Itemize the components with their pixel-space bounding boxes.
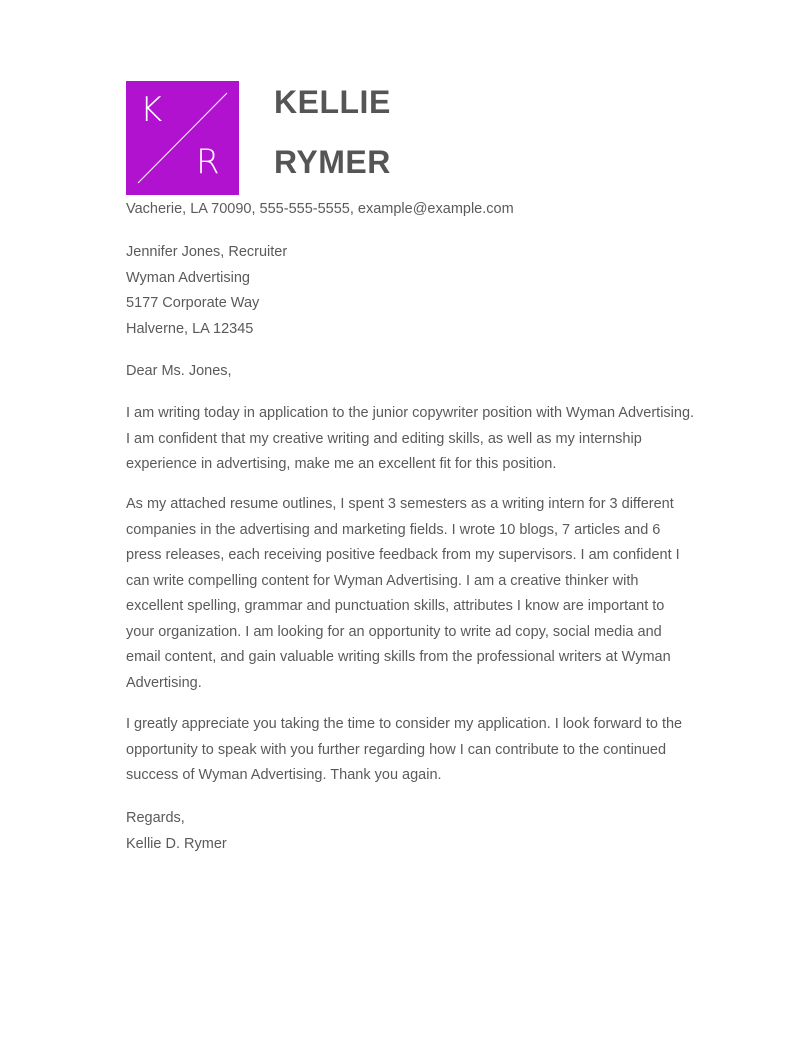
last-name-heading: RYMER <box>274 144 391 180</box>
body-paragraph-2: As my attached resume outlines, I spent 3 semesters as a writing intern for 3 different companies in the advertising and marketing fields. I wrote 10 blogs, 7 articles and 6 press releases, each receiving positive feedback from my supervisors. I am confident I can write compelling content for Wyman Advertising. I am a creative thinker with excellent spelling, grammar and punctuation skills, attributes I know are important to your organization. I am looking for an opportunity to write ad copy, social media and email content, and gain valuable writing skills from the professional writers at Wyman Advertising. <box>126 496 680 691</box>
recipient-name: Jennifer Jones, Recruiter <box>126 244 288 260</box>
recipient-street: 5177 Corporate Way <box>126 295 260 311</box>
body-paragraph-1: I am writing today in application to the junior copywriter position with Wyman Advertising. I am confident that my creative writing and editing skills, as well as my internship experience in advertising, make me an excellent fit for this position. <box>126 405 695 472</box>
closing-line: Regards, <box>126 810 185 826</box>
monogram-first-initial: K <box>140 90 163 130</box>
recipient-address <box>126 240 696 342</box>
greeting: Dear Ms. Jones, <box>126 363 232 379</box>
recipient-company: Wyman Advertising <box>126 269 250 286</box>
contact-info: Vacherie, LA 70090, 555-555-5555, example@example.com <box>126 201 514 217</box>
closing-block <box>126 806 696 857</box>
monogram-logo <box>126 81 239 195</box>
signature-name: Kellie D. Rymer <box>126 835 227 852</box>
body-paragraph-3: I greatly appreciate you taking the time to consider my application. I look forward to the opportunity to speak with you further regarding how I can contribute to the continued success of Wyman Advertising. Thank you again. <box>126 716 683 783</box>
monogram-last-initial: R <box>196 142 220 182</box>
first-name-heading: KELLIE <box>274 84 391 120</box>
recipient-city: Halverne, LA 12345 <box>126 320 254 337</box>
